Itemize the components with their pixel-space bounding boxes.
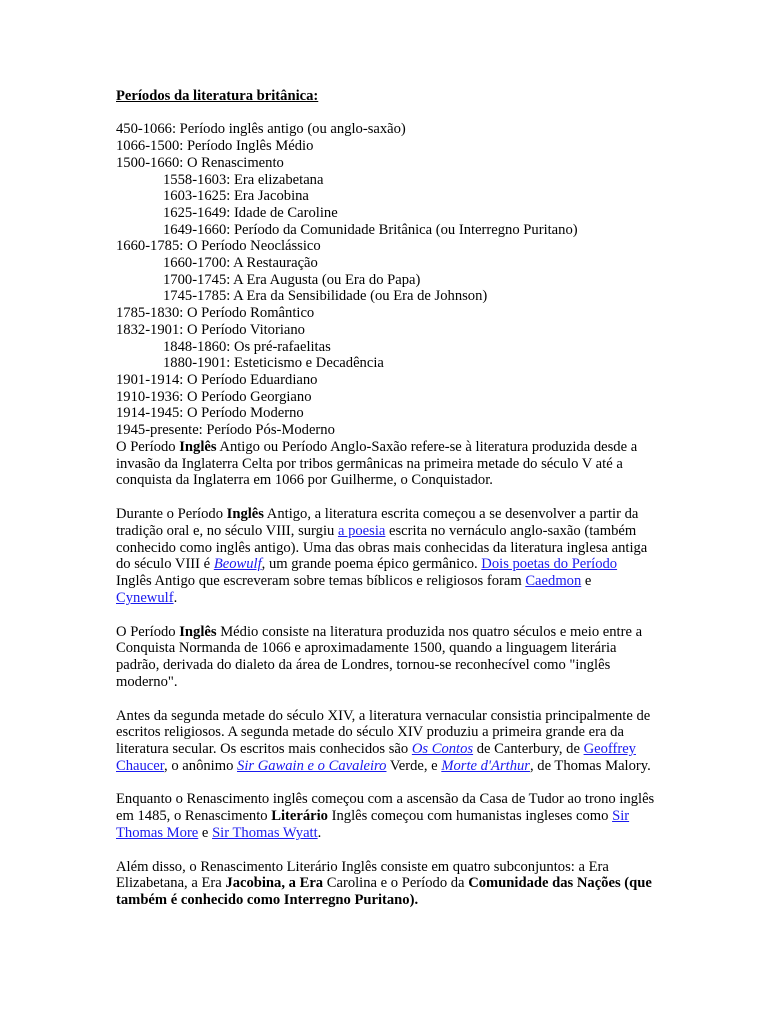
period-subitem: 1558-1603: Era elizabetana bbox=[163, 171, 324, 188]
period-item: 1901-1914: O Período Eduardiano bbox=[116, 371, 318, 388]
text-run: escrita no vernáculo anglo-saxão (também conhecido como inglês antigo). Uma das obras mais conhecidas da literatura inglesa antiga do século VIII é bbox=[116, 522, 648, 573]
link-caedmon[interactable]: Caedmon bbox=[525, 573, 582, 590]
text-run: Antes da segunda metade do século XIV, a literatura vernacular consistia principalmente de escritos religiosos. A segunda metade do século XIV produziu a primeira grande era da literatura secular. Os escritos mais conhecidos são bbox=[116, 707, 651, 758]
period-item: 1914-1945: O Período Moderno bbox=[116, 405, 304, 422]
period-subitem: 1660-1700: A Restauração bbox=[163, 255, 318, 272]
link-sir-gawain[interactable]: Sir Gawain e o Cavaleiro bbox=[237, 757, 387, 774]
period-subitem: 1649-1660: Período da Comunidade Britânica (ou Interregno Puritano) bbox=[163, 221, 578, 238]
period-subitem: 1848-1860: Os pré-rafaelitas bbox=[163, 338, 331, 355]
text-run: Inglês Antigo que escreveram sobre temas bíblicos e religiosos foram bbox=[116, 573, 526, 590]
text-run: , um grande poema épico germânico. bbox=[261, 556, 482, 573]
text-run: e bbox=[198, 825, 213, 842]
text-run: Durante o Período bbox=[116, 505, 227, 522]
document-title: Períodos da literatura britânica: bbox=[116, 88, 319, 104]
link-two-poets[interactable]: Dois poetas do Período bbox=[481, 556, 618, 573]
paragraph-renaissance-subsets bbox=[116, 859, 656, 909]
text-run: O Período bbox=[116, 623, 180, 640]
period-subitem: 1745-1785: A Era da Sensibilidade (ou Era de Johnson) bbox=[163, 288, 488, 305]
period-list bbox=[116, 121, 656, 438]
period-item: 1832-1901: O Período Vitoriano bbox=[116, 321, 305, 338]
link-thomas-wyatt[interactable]: Sir Thomas Wyatt bbox=[212, 825, 318, 842]
document-page bbox=[116, 88, 656, 909]
text-run: Além disso, o Renascimento Literário Inglês consiste em quatro subconjuntos: a Era Elizabetana, a Era bbox=[116, 858, 609, 892]
text-run: de Canterbury, de bbox=[473, 741, 584, 758]
paragraph-renaissance bbox=[116, 791, 656, 841]
period-subitem: 1880-1901: Esteticismo e Decadência bbox=[163, 355, 384, 372]
link-canterbury-tales[interactable]: Os Contos bbox=[411, 741, 474, 758]
text-run: O Período bbox=[116, 438, 180, 455]
paragraph-old-english bbox=[116, 439, 656, 489]
text-run: . bbox=[317, 825, 322, 842]
period-item: 1945-presente: Período Pós-Moderno bbox=[116, 422, 335, 439]
text-run: . bbox=[173, 589, 178, 606]
period-item: 1500-1660: O Renascimento bbox=[116, 154, 284, 171]
bold-text: Inglês bbox=[179, 623, 217, 640]
text-run: , o anônimo bbox=[164, 757, 238, 774]
bold-text: Inglês bbox=[179, 438, 217, 455]
text-run: Antigo, a literatura escrita começou a se desenvolver a partir da tradição oral e, no século VIII, surgiu bbox=[116, 505, 639, 539]
period-item: 1660-1785: O Período Neoclássico bbox=[116, 238, 321, 255]
link-poetry[interactable]: a poesia bbox=[337, 522, 386, 539]
text-run: Verde, e bbox=[386, 757, 442, 774]
period-subitem: 1700-1745: A Era Augusta (ou Era do Papa) bbox=[163, 271, 421, 288]
period-subitem: 1603-1625: Era Jacobina bbox=[163, 188, 309, 205]
bold-text: Comunidade das Nações (que também é conhecido como Interregno Puritano). bbox=[116, 875, 652, 909]
link-cynewulf[interactable]: Cynewulf bbox=[116, 589, 174, 606]
link-beowulf[interactable]: Beowulf bbox=[213, 556, 262, 573]
bold-text: Jacobina, a Era bbox=[225, 875, 324, 892]
period-item: 450-1066: Período inglês antigo (ou anglo-saxão) bbox=[116, 121, 406, 138]
period-item: 1910-1936: O Período Georgiano bbox=[116, 388, 312, 405]
paragraph-old-english-literature bbox=[116, 506, 656, 607]
period-subitem: 1625-1649: Idade de Caroline bbox=[163, 204, 338, 221]
text-run: Médio consiste na literatura produzida nos quatro séculos e meio entre a Conquista Normanda de 1066 e aproximadamente 1500, quando a linguagem literária padrão, derivada do dialeto da área de Londres, tornou-se reconhecível como "inglês moderno". bbox=[116, 623, 643, 690]
bold-text: Literário bbox=[271, 808, 328, 825]
link-geoffrey-chaucer[interactable]: Geoffrey Chaucer bbox=[116, 741, 636, 774]
paragraph-secular-literature bbox=[116, 708, 656, 775]
text-run: e bbox=[581, 573, 592, 590]
text-run: Carolina e o Período da bbox=[323, 875, 469, 892]
text-run: Inglês começou com humanistas ingleses como bbox=[327, 808, 613, 825]
period-item: 1785-1830: O Período Romântico bbox=[116, 305, 315, 322]
text-run: Antigo ou Período Anglo-Saxão refere-se à literatura produzida desde a invasão da Inglaterra Celta por tribos germânicas na primeira metade do século V até a conquista da Inglaterra em 1066 por Guilherme, o Conquistador. bbox=[116, 438, 638, 489]
period-item: 1066-1500: Período Inglês Médio bbox=[116, 138, 314, 155]
text-run: , de Thomas Malory. bbox=[529, 757, 651, 774]
link-morte-darthur[interactable]: Morte d'Arthur bbox=[441, 757, 530, 774]
paragraph-middle-english bbox=[116, 624, 656, 691]
link-thomas-more[interactable]: Sir Thomas More bbox=[116, 808, 630, 842]
text-run: Enquanto o Renascimento inglês começou com a ascensão da Casa de Tudor ao trono inglês em 1485, o Renascimento bbox=[116, 791, 655, 825]
bold-text: Inglês bbox=[226, 505, 264, 522]
